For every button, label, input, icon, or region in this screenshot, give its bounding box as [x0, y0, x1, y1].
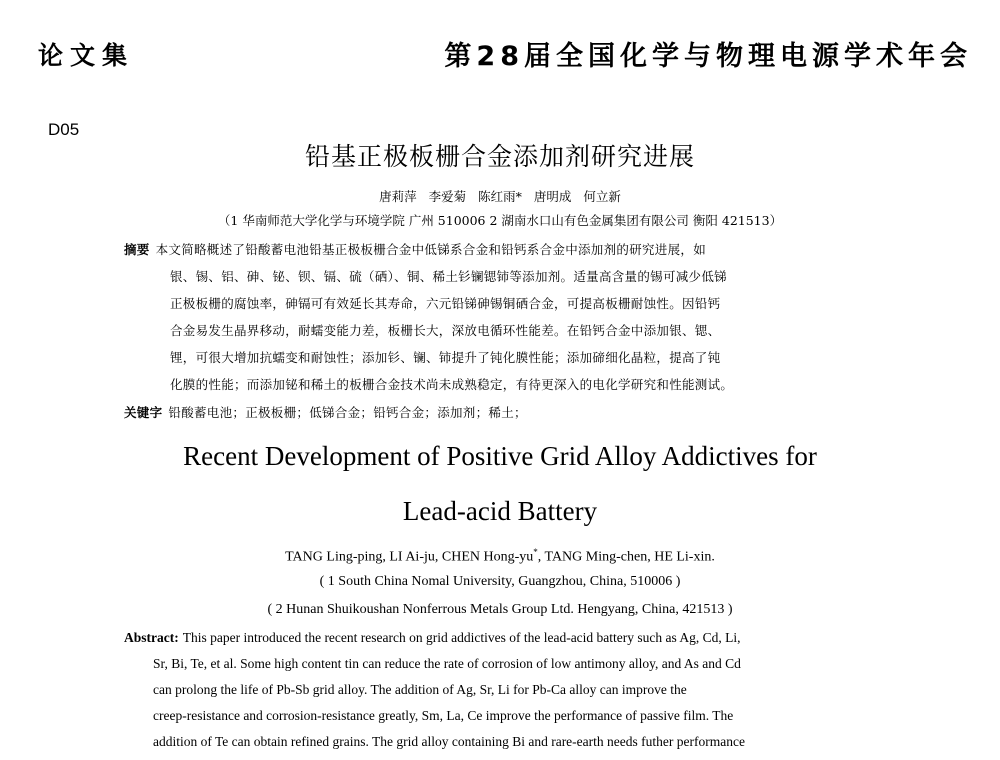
chinese-abstract-line: 正极板栅的腐蚀率，砷镉可有效延长其寿命，六元铅锑砷锡铜硒合金，可提高板栅耐蚀性。因铅钙: [170, 296, 721, 311]
chinese-abstract-label: 摘要: [124, 242, 150, 257]
running-header-right: 第28届全国化学与物理电源学术年会: [444, 41, 972, 72]
chinese-keywords-label: 关键字: [124, 405, 163, 420]
english-abstract-line: addition of Te can obtain refined grains. The grid alloy containing Bi and rare-earth needs futher performance: [153, 734, 745, 749]
chinese-title: 铅基正极板栅合金添加剂研究进展: [304, 142, 695, 171]
english-authors: TANG Ling-ping, LI Ai-ju, CHEN Hong-yu*, TANG Ming-chen, HE Li-xin.: [285, 547, 715, 565]
english-title-line-1: Recent Development of Positive Grid Alloy Addictives for: [183, 441, 817, 471]
chinese-abstract-line: 银、锡、铝、砷、铋、钡、镉、硫（硒）、铜、稀土钐镧锶铈等添加剂。适量高含量的锡可减少低锑: [170, 269, 727, 284]
english-affiliation-1: ( 1 South China Nomal University, Guangzhou, China, 510006 ): [319, 574, 681, 589]
chinese-keywords: [124, 403, 527, 421]
english-abstract-line: can prolong the life of Pb-Sb grid alloy. The addition of Ag, Sr, Li for Pb-Ca alloy can improve the: [153, 682, 687, 697]
english-affiliation-2: ( 2 Hunan Shuikoushan Nonferrous Metals Group Ltd. Hengyang, China, 421513 ): [267, 602, 733, 617]
chinese-abstract-line: 合金易发生晶界移动，耐蠕变能力差，板栅长大，深放电循环性能差。在铅钙合金中添加银、锶、: [170, 323, 721, 338]
english-title-line-2: Lead-acid Battery: [402, 496, 598, 526]
chinese-abstract-line: 摘要 本文简略概述了铅酸蓄电池铅基正极板栅合金中低锑系合金和铅钙系合金中添加剂的研究进展，如: [124, 242, 707, 257]
corresponding-author-mark: *: [533, 547, 538, 557]
english-abstract-label: Abstract:: [124, 630, 179, 645]
english-abstract-line: Sr, Bi, Te, et al. Some high content tin can reduce the rate of corrosion of low antimony alloy, and As and Cd: [153, 656, 741, 671]
chinese-keywords-text: 铅酸蓄电池；正极板栅；低锑合金；铅钙合金；添加剂；稀土；: [168, 405, 527, 420]
chinese-authors: 唐莉萍 李爱菊 陈红雨* 唐明成 何立新: [379, 189, 621, 204]
chinese-affiliation: （1 华南师范大学化学与环境学院 广州 510006 2 湖南水口山有色金属集团有限公司 衡阳 421513）: [217, 213, 783, 228]
chinese-abstract-line: 锂，可很大增加抗蠕变和耐蚀性；添加钐、镧、铈提升了钝化膜性能；添加碲细化晶粒，提高了钝: [170, 350, 721, 365]
chinese-abstract-line: 化膜的性能；而添加铋和稀土的板栅合金技术尚未成熟稳定，有待更深入的电化学研究和性能测试。: [170, 377, 734, 392]
english-abstract-line: creep-resistance and corrosion-resistance greatly, Sm, La, Ce improve the performance of passive film. The: [153, 708, 734, 723]
running-header-left: 论文集: [38, 41, 135, 70]
english-abstract-line: Abstract: This paper introduced the recent research on grid addictives of the lead-acid battery such as Ag, Cd, Li,: [124, 630, 741, 645]
paper-code: D05: [48, 120, 80, 139]
